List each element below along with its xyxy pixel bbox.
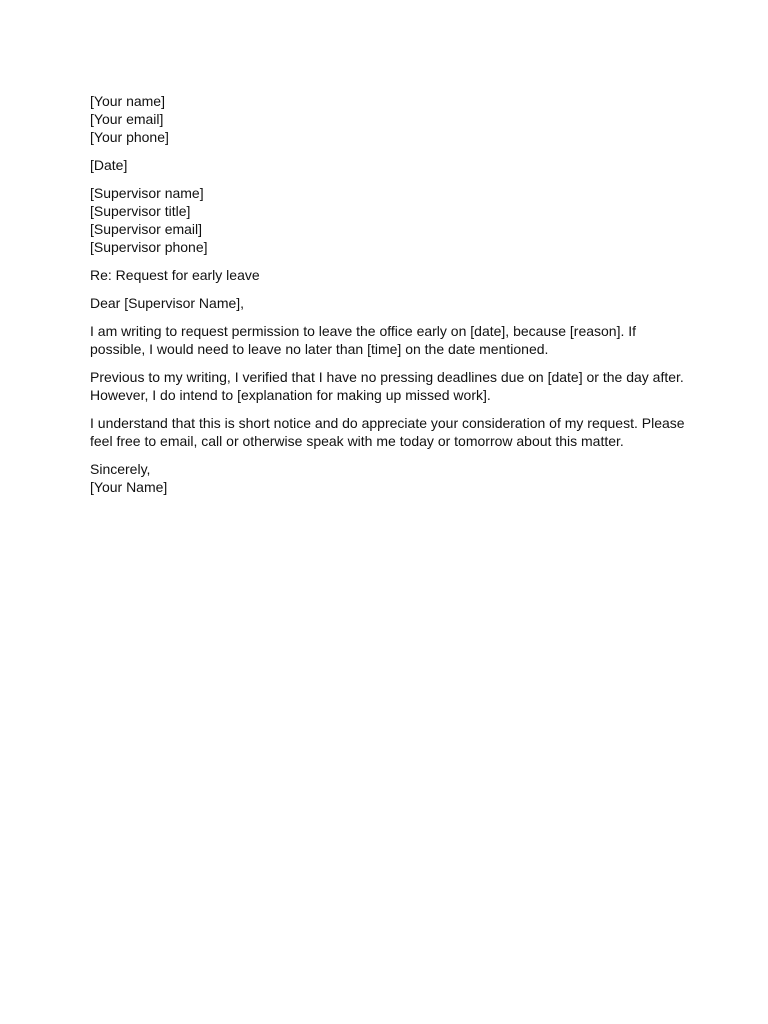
recipient-email: [Supervisor email] xyxy=(90,221,203,237)
salutation-block xyxy=(90,294,690,312)
letter-date: [Date] xyxy=(90,157,128,173)
body-paragraph-2 xyxy=(90,368,690,404)
salutation: Dear [Supervisor Name], xyxy=(90,295,245,311)
paragraph-2-line-2: However, I do intend to [explanation for making up missed work]. xyxy=(90,387,491,403)
paragraph-1-line-2: possible, I would need to leave no later than [time] on the date mentioned. xyxy=(90,341,549,357)
paragraph-3-line-1: I understand that this is short notice and do appreciate your consideration of my request. Please xyxy=(90,415,685,431)
body-paragraph-3 xyxy=(90,414,690,450)
recipient-name: [Supervisor name] xyxy=(90,185,204,201)
body-paragraph-1 xyxy=(90,322,690,358)
recipient-block xyxy=(90,184,690,256)
closing-block xyxy=(90,460,690,496)
paragraph-3-line-2: feel free to email, call or otherwise speak with me today or tomorrow about this matter. xyxy=(90,433,624,449)
signature-name: [Your Name] xyxy=(90,479,168,495)
paragraph-1-line-1: I am writing to request permission to leave the office early on [date], because [reason]. If xyxy=(90,323,637,339)
letter-body xyxy=(90,92,690,506)
date-block xyxy=(90,156,690,174)
sender-phone: [Your phone] xyxy=(90,129,169,145)
paragraph-2-line-1: Previous to my writing, I verified that I have no pressing deadlines due on [date] or the day after. xyxy=(90,369,684,385)
sender-name: [Your name] xyxy=(90,93,165,109)
subject-block xyxy=(90,266,690,284)
recipient-phone: [Supervisor phone] xyxy=(90,239,208,255)
sender-block xyxy=(90,92,690,146)
recipient-title: [Supervisor title] xyxy=(90,203,191,219)
valediction: Sincerely, xyxy=(90,461,151,477)
sender-email: [Your email] xyxy=(90,111,164,127)
subject-line: Re: Request for early leave xyxy=(90,267,260,283)
